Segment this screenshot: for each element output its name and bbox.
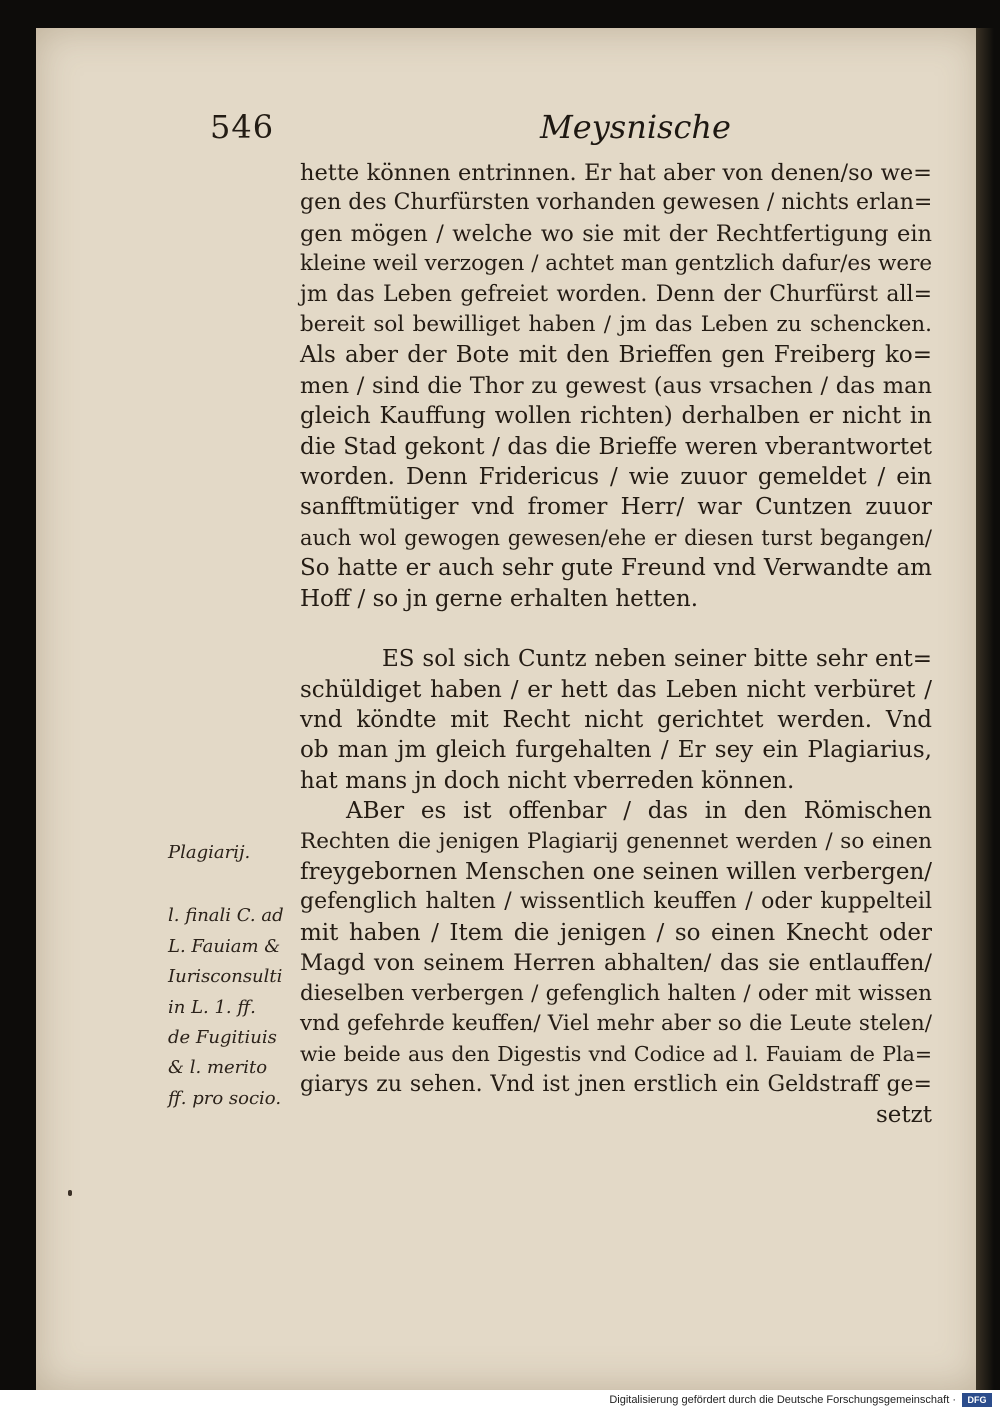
- text-line: ABer es ist offenbar / das in den Römischen: [346, 798, 932, 825]
- page-number: 546: [210, 108, 275, 146]
- text-line: gleich Kauffung wollen richten) derhalben er nicht in: [300, 403, 932, 430]
- text-line: vnd köndte mit Recht nicht gerichtet werden. Vnd: [300, 706, 932, 733]
- digitization-footer: [0, 1390, 1000, 1412]
- text-line: gen mögen / welche wo sie mit der Rechtfertigung ein: [300, 220, 932, 247]
- margin-heading: Plagiarij.: [168, 842, 251, 863]
- margin-citation-line: l. finali C. ad: [168, 905, 284, 927]
- text-line: sanfftmütiger vnd fromer Herr/ war Cuntzen zuuor: [300, 494, 932, 521]
- text-line: Magd von seinem Herren abhalten/ das sie entlauffen/: [300, 950, 932, 977]
- main-text: [300, 158, 932, 1131]
- margin-citation-line: Iurisconsulti: [168, 966, 283, 988]
- text-line: Hoff / so jn gerne erhalten hetten.: [300, 585, 699, 612]
- text-line: schüldiget haben / er hett das Leben nicht verbüret /: [300, 676, 932, 703]
- text-line: gefenglich halten / wissentlich keuffen / oder kuppelteil: [300, 889, 932, 915]
- text-line: gen des Churfürsten vorhanden gewesen / nichts erlan=: [300, 190, 933, 216]
- margin-notes: [168, 838, 296, 1114]
- text-line: kleine weil verzogen / achtet man gentzlich dafur/es were: [300, 251, 933, 277]
- margin-citation-line: in L. 1. ff.: [168, 996, 256, 1018]
- text-line: freygebornen Menschen one seinen willen verbergen/: [300, 858, 932, 885]
- margin-citation-line: ff. pro socio.: [168, 1087, 282, 1109]
- margin-citation-line: & l. merito: [168, 1057, 268, 1079]
- running-head: Meysnische: [540, 108, 731, 146]
- text-line: wie beide aus den Digestis vnd Codice ad l. Fauiam de Pla=: [300, 1042, 932, 1067]
- text-line: men / sind die Thor zu gewest (aus vrsachen / das man: [300, 372, 932, 399]
- text-line: bereit sol bewilliget haben / jm das Leben zu schencken.: [300, 312, 932, 338]
- page-edge-shadow: [976, 28, 994, 1390]
- footer-credit: Digitalisierung gefördert durch die Deutsche Forschungsgemeinschaft ·: [609, 1394, 956, 1406]
- text-line: giarys zu sehen. Vnd ist jnen erstlich ein Geldstraff ge=: [300, 1071, 932, 1097]
- text-line: So hatte er auch sehr gute Freund vnd Verwandte am: [300, 555, 932, 582]
- dfg-logo-icon: DFG: [962, 1393, 992, 1407]
- page-header: [210, 108, 930, 152]
- text-line: Rechten die jenigen Plagiarij genennet werden / so einen: [300, 828, 932, 854]
- text-line: hette können entrinnen. Er hat aber von denen/so we=: [300, 160, 932, 186]
- catchword: setzt: [875, 1102, 932, 1129]
- text-line: ob man jm gleich furgehalten / Er sey ein Plagiarius,: [300, 737, 932, 764]
- paragraph-gap: [300, 614, 932, 644]
- text-line: vnd gefehrde keuffen/ Viel mehr aber so die Leute stelen/: [300, 1010, 932, 1036]
- text-line: jm das Leben gefreiet worden. Denn der Churfürst all=: [300, 281, 932, 307]
- text-line: hat mans jn doch nicht vberreden können.: [300, 767, 795, 794]
- text-line: ES sol sich Cuntz neben seiner bitte sehr ent=: [382, 646, 932, 673]
- text-line: die Stad gekont / das die Brieffe weren vberantwortet: [300, 433, 932, 460]
- margin-gap: [168, 868, 296, 901]
- text-line: dieselben verbergen / gefenglich halten / oder mit wissen: [300, 980, 932, 1006]
- text-line: worden. Denn Fridericus / wie zuuor gemeldet / ein: [300, 464, 932, 491]
- text-line: Als aber der Bote mit den Brieffen gen Freiberg ko=: [300, 342, 932, 369]
- margin-citation-line: L. Fauiam &: [168, 935, 281, 957]
- margin-citation-line: de Fugitiuis: [168, 1027, 277, 1049]
- paper-speck: [68, 1190, 72, 1196]
- text-line: mit haben / Item die jenigen / so einen Knecht oder: [300, 919, 932, 946]
- text-line: auch wol gewogen gewesen/ehe er diesen turst begangen/: [300, 525, 932, 550]
